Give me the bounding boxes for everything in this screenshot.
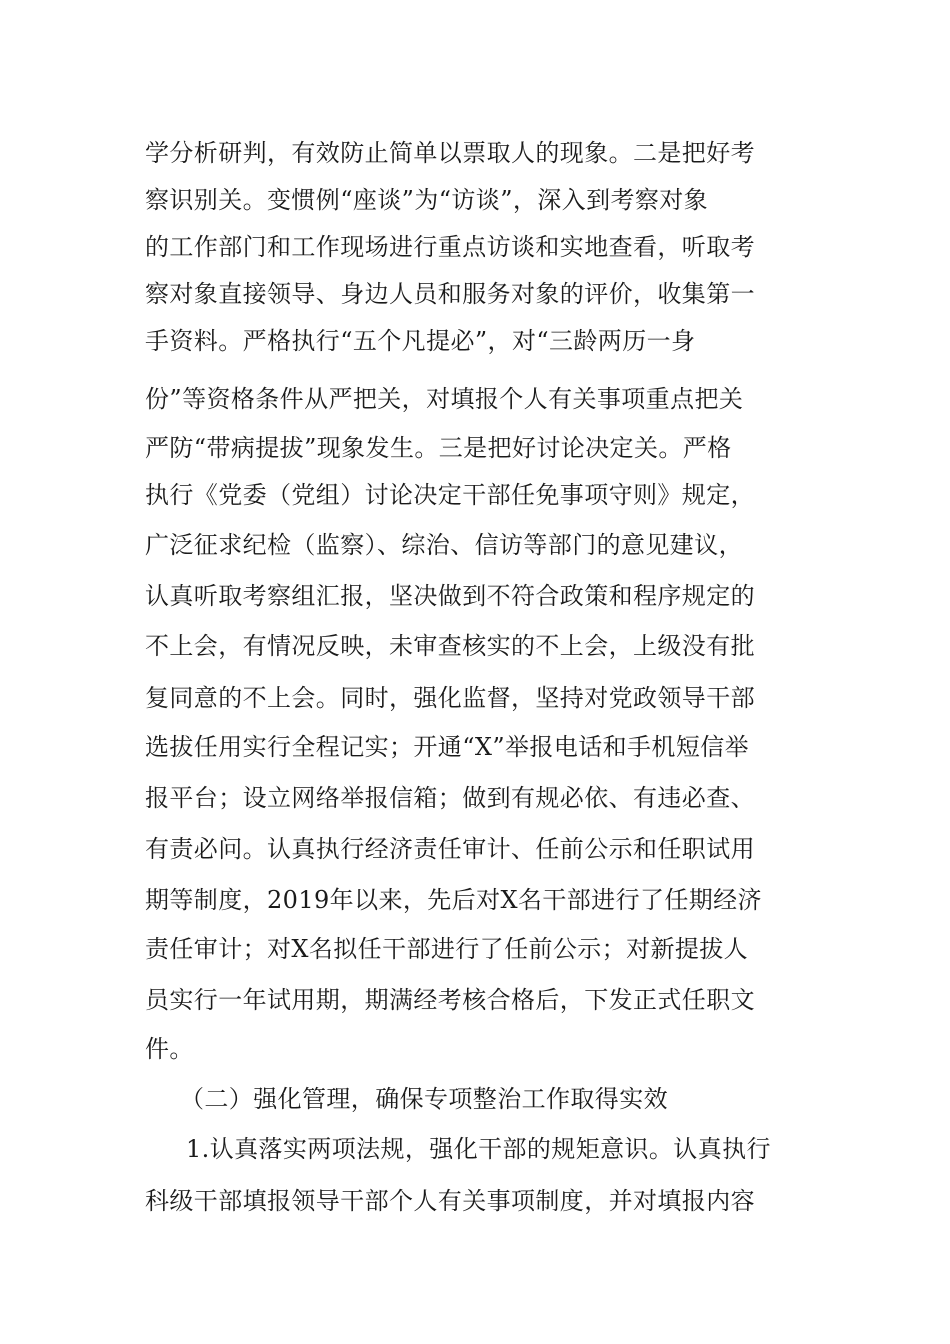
section-heading: （二）强化管理，确保专项整治工作取得实效	[180, 1085, 668, 1113]
body-line-17: 责任审计；对X名拟任干部进行了任前公示；对新提拔人	[145, 935, 749, 963]
body-line-1: 学分析研判，有效防止简单以票取人的现象。二是把好考	[145, 139, 755, 167]
body-line-19: 件。	[145, 1035, 194, 1063]
body-line-9: 广泛征求纪检（监察）、综治、信访等部门的意见建议，	[145, 531, 743, 559]
body-line-12: 复同意的不上会。同时，强化监督，坚持对党政领导干部	[145, 684, 755, 712]
para2-line-2: 科级干部填报领导干部个人有关事项制度，并对填报内容	[145, 1187, 755, 1215]
body-line-4: 察对象直接领导、身边人员和服务对象的评价，收集第一	[145, 280, 755, 308]
body-line-15: 有责必问。认真执行经济责任审计、任前公示和任职试用	[145, 835, 755, 863]
body-line-18: 员实行一年试用期，期满经考核合格后，下发正式任职文	[145, 986, 755, 1014]
body-line-13: 选拔任用实行全程记实；开通“X”举报电话和手机短信举	[145, 733, 750, 761]
body-line-8: 执行《党委（党组）讨论决定干部任免事项守则》规定，	[145, 481, 755, 509]
body-line-7: 严防“带病提拔”现象发生。三是把好讨论决定关。严格	[145, 434, 732, 462]
body-line-5: 手资料。严格执行“五个凡提必”，对“三龄两历一身	[145, 327, 696, 355]
body-line-16: 期等制度，2019年以来，先后对X名干部进行了任期经济	[145, 886, 762, 914]
body-line-6: 份”等资格条件从严把关，对填报个人有关事项重点把关	[145, 385, 744, 413]
body-line-14: 报平台；设立网络举报信箱；做到有规必依、有违必查、	[145, 784, 755, 812]
para2-line-1: 1.认真落实两项法规，强化干部的规矩意识。认真执行	[186, 1135, 771, 1163]
body-line-2: 察识别关。变惯例“座谈”为“访谈”，深入到考察对象	[145, 186, 709, 214]
body-line-10: 认真听取考察组汇报，坚决做到不符合政策和程序规定的	[145, 582, 755, 610]
body-line-11: 不上会，有情况反映，未审查核实的不上会，上级没有批	[145, 632, 755, 660]
body-line-3: 的工作部门和工作现场进行重点访谈和实地查看，听取考	[145, 233, 755, 261]
